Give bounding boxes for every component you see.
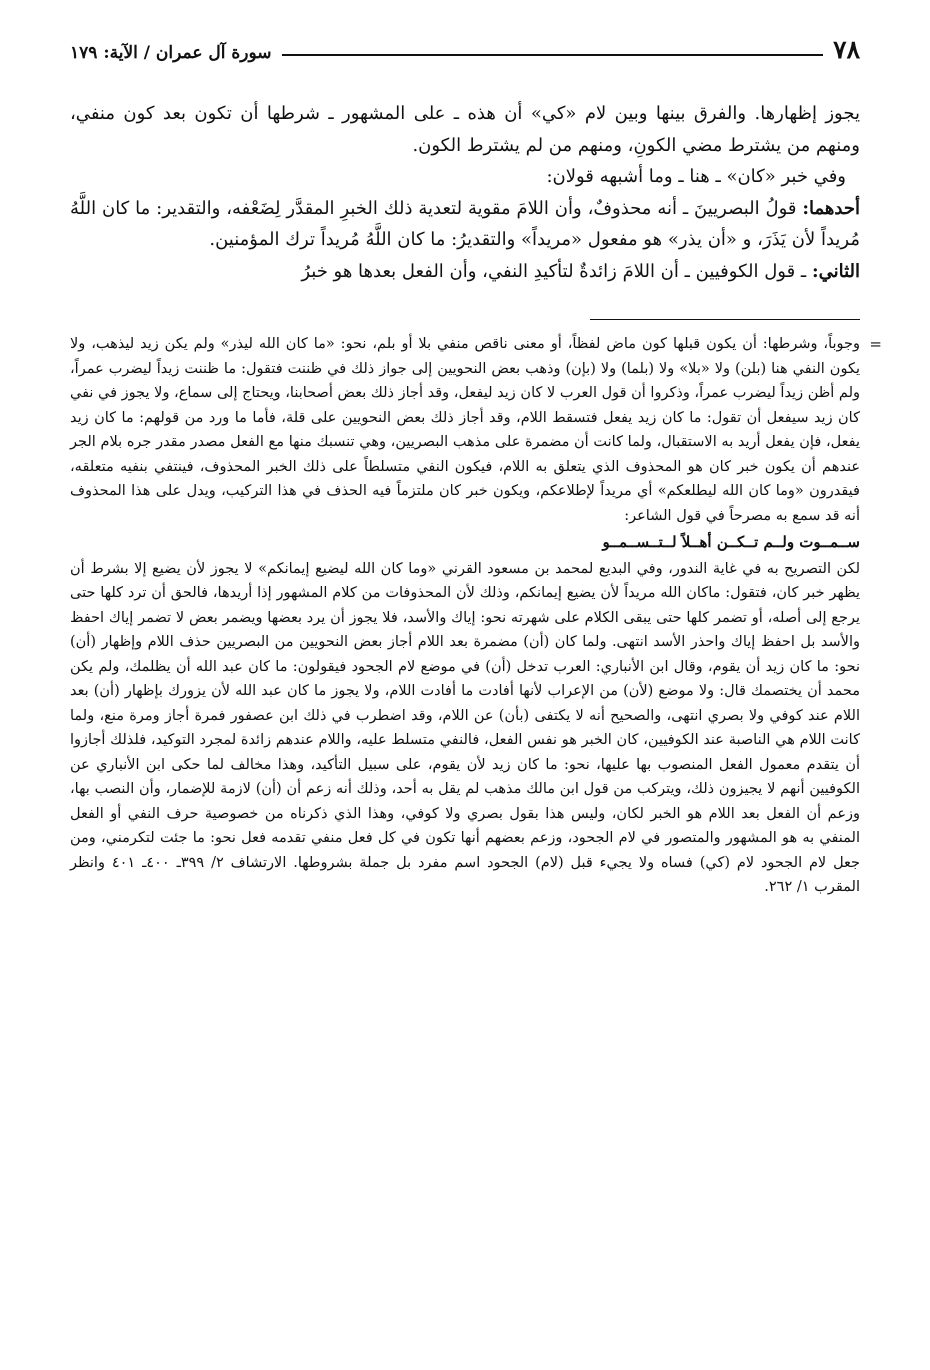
paragraph-body: ـ قول الكوفيين ـ أن اللامَ زائدةٌ لتأكيدِ النفي، وأن الفعل بعدها هو خبرُ bbox=[301, 260, 812, 282]
continuation-mark: = bbox=[869, 335, 882, 353]
footnote-separator bbox=[70, 305, 860, 324]
running-title: سورة آل عمران / الآية: ١٧٩ bbox=[70, 43, 272, 63]
poetry-verse: ســمــوت ولــم تــكــن أهــلاً لــتــســمــو bbox=[602, 533, 860, 551]
main-paragraph bbox=[70, 193, 860, 256]
footnote-paragraph: لكن التصريح به في غاية الندور، وفي البديع لمحمد بن مسعود القرني «وما كان الله ليضيع إيمانكم» لا يجوز لأن يضيع إلا بشرط أن يظهر خبر كان، فتقول: ماكان الله مريداً لأن يضيع إيمانكم، وذلك لأن المحذوفات من كلام المشهور إذا أريدها، فالحق أن ترد كلها حتى يرجع إلى أصله، أو تضمر كلها حتى يبقى الكلام على شهرته نحو: إياك والأسد، فلا يجوز أن يرد بعضها ويضمر بعض لا تضمر إياك احفظ والأسد بل احفظ إياك واحذر الأسد انتهى. ولما كان (أن) مضمرة بعد اللام أجاز بعض النحويين من البصريين حذف اللام وإظهار (أن) نحو: ما كان زيد أن يقوم، وقال ابن الأنباري: العرب تدخل (أن) في موضع لام الجحود فيقولون: ما كان عبد الله أن يظلمك، ولم يكن محمد أن يختصمك قال: ولا موضع (لأن) من الإعراب لأنها أفادت ما أفادت اللام، ولا يجوز ما كان عبد الله لأن يزورك بإظهار (أن) بعد اللام عند كوفي ولا بصري انتهى، والصحيح أنه لا يكتفى (بأن) عن اللام، وقد اضطرب في ذلك ابن عصفور فمرة أجاز ومرة منع، ولما كانت اللام هي الناصبة عند الكوفيين، كان الخبر هو نفس الفعل، فالنفي متسلط عليه، واللام عندهم زائدة لمجرد التوكيد، فلذلك أجازوا أن يتقدم معمول الفعل المنصوب بها عليها، نحو: ما كان زيد لأن يقوم، على سبيل التأكيد، وهذا مخالف لما حكى ابن الأنباري عن الكوفيين أنهم لا يجيزون ذلك، ويتركب من قول ابن مالك مذهب لم يقل به أحد، وذلك أنه زعم أن (أن) لازمة للإضمار، وأن النصب بها، وزعم أن الفعل بعد اللام هو الخبر لكان، وليس هذا بقول بصري ولا كوفي، وهذا الذي ذكرناه من خصوصية حرف النفي أو الفعل المنفي به هو المشهور والمتصور في لام الجحود، وزعم بعضهم أنها تكون في كل فعل منفي تقدمه فعل نحو: ما جئت لتكرمني، ومن جعل لام الجحود لام (كي) فساه ولا يجيء قبل (لام) الجحود اسم مفرد بل جملة بشروطها. الارتشاف ٢/ ٣٩٩ـ ٤٠٠ـ ٤٠١ وانظر المقرب ١/ ٢٦٢. bbox=[70, 560, 861, 895]
page-header bbox=[70, 28, 860, 62]
main-paragraph: وفي خبر «كان» ـ هنا ـ وما أشبهه قولان: bbox=[546, 166, 846, 187]
paragraph-lead: أحدهما: bbox=[802, 197, 860, 219]
page-number: ٧٨ bbox=[833, 35, 860, 64]
main-text bbox=[70, 98, 860, 287]
header-rule bbox=[282, 54, 824, 56]
footnotes bbox=[69, 332, 882, 900]
paragraph-body: قولُ البصريينَ ـ أنه محذوفٌ، وأن اللامَ مقوية لتعدية ذلك الخبرِ المقدَّر لِضَعْفه، والتقدير: ما كان اللَّهُ مُريداً لأن يَذَرَ، و «أن يذر» هو مفعول «مريداً» والتقديرُ: ما كان اللَّهُ مُريداً ترك المؤمنين. bbox=[70, 197, 860, 250]
main-paragraph: يجوز إظهارها. والفرق بينها وبين لام «كي» أن هذه ـ على المشهور ـ شرطها أن تكون بعد كون منفي، ومنهم من يشترط مضي الكونِ، ومنهم من لم يشترط الكون. bbox=[70, 103, 860, 156]
paragraph-lead: الثاني: bbox=[811, 260, 860, 282]
main-paragraph bbox=[70, 256, 860, 288]
footnote-paragraph: وجوباً، وشرطها: أن يكون قبلها كون ماض لفظاً، أو معنى ناقص منفي بلا أو بلم، نحو: «ما كان الله ليذر» ولم يكن زيد ليذهب، ولا يكون النفي هنا (بلن) ولا «بلا» ولا (بلما) ولا (بإن) وذهب بعض النحويين إلى جواز ذلك في ظننت فتقول: ما ظننت زيداً ليضرب عمراً، ولم أظن زيداً ليضرب عمراً، وذكروا أن قول العرب لا كان زيد ليفعل، وقد أجاز ذلك بعض أصحابنا، ويحتاج إلى سماع، ولا يجوز في نفي كان زيد سيفعل أن تقول: ما كان زيد يفعل فتسقط اللام، وقد أجاز ذلك بعض النحويين على قلة، فأما ما ورد من قولهم: ما كان زيد يفعل، فإن يفعل أريد به الاستقبال، ولما كانت أن مضمرة على مذهب البصريين، وهي تنسبك منها مع الفعل مصدر مقدر جره بلام الجر عندهم أن يكون خبر كان هو المحذوف الذي يتعلق به اللام، فيكون النفي متسلطاً على ذلك الخبر المحذوف، فينتفي بنفيه متعلقه، فيقدرون «وما كان الله ليطلعكم» أي مريداً لإطلاعكم، ويكون خبر كان ملتزماً فيه الحذف في هذا التركيب، ويدل على هذا المحذوف أنه قد سمع به مصرحاً في قول الشاعر: bbox=[69, 336, 860, 524]
